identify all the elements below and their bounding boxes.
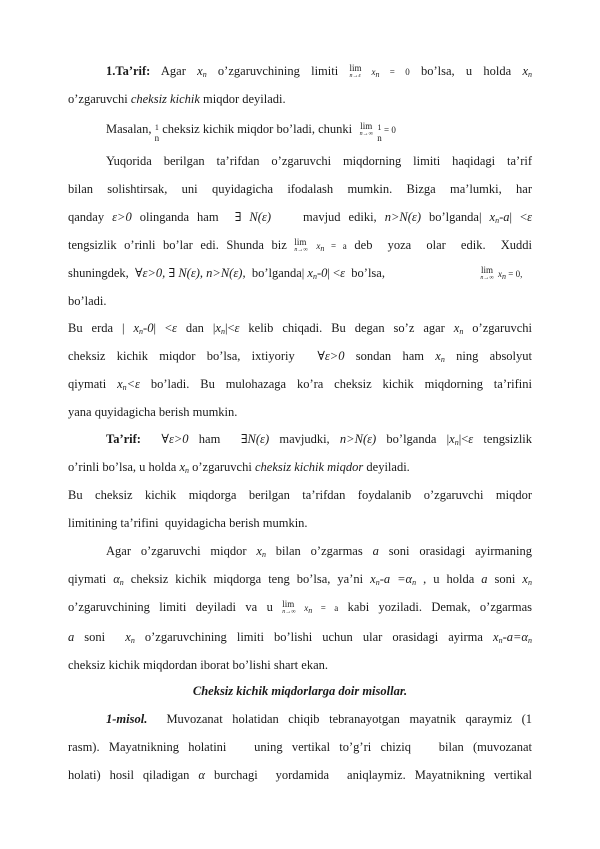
paragraph-line: cheksiz kichik miqdor bo’lsa, ixtiyoriy ∀ε>0 sondan ham $x_n$ ning absolyut [68, 349, 533, 364]
paragraph-line: cheksiz kichik miqdordan iborat bo’lishi shart ekan. [68, 658, 329, 672]
paragraph-line: yana quyidagicha berish mumkin. [68, 405, 238, 419]
limit-expression: lim n→∞ [294, 237, 308, 253]
paragraph-line: qanday ε>0 olinganda ham ∃ N(ε) mavjud ediki, n>N(ε) bo’lganda| $x_n-a| <\varepsilon$ [68, 210, 532, 225]
limit-expression: lim n→ε [349, 63, 362, 79]
fraction: 1 n [154, 123, 160, 143]
paragraph-line: limitining ta’rifini quyidagicha berish mumkin. [68, 516, 308, 530]
paragraph-line: o’zgaruvchi cheksiz kichik miqdor deyiladi. [68, 92, 286, 106]
paragraph-line: a soni $x_n$ o’zgaruvchining limiti bo’lishi uchun ular orasidagi ayirma $x_n-a=\alpha_n$ [68, 630, 532, 645]
paragraph-line: qiymati $x_n<\varepsilon$ bo’ladi. Bu mulohazaga ko’ra cheksiz kichik miqdorning ta’rifini [68, 377, 532, 392]
paragraph-line: bilan solishtirsak, uni quyidagicha ifodalash mumkin. Bizga ma’lumki, har [68, 182, 532, 196]
limit-expression: lim n→∞ [282, 599, 296, 615]
paragraph-line: Yuqorida berilgan ta’rifdan o’zgaruvchi miqdorning limiti haqidagi ta’rif [106, 154, 532, 168]
paragraph-line: rasm). Mayatnikning holatini uning vertikal to’g’ri chiziq bilan (muvozanat [68, 740, 532, 754]
paragraph-line: Masalan, 1 n cheksiz kichik miqdor bo’ladi, chunki lim n→∞ 1 n = 0 [106, 121, 396, 143]
paragraph-line: shuningdek, ∀ε>0, ∃ N(ε), n>N(ε), bo’lganda| $x_n-0| <\varepsilon$ bo’lsa, lim n→∞ $x_n = 0$, [68, 265, 523, 281]
section-heading: Cheksiz kichik miqdorlarga doir misollar. [192, 684, 408, 698]
paragraph-line: bo’ladi. [68, 294, 107, 308]
paragraph-line: Agar o’zgaruvchi miqdor $x_n$ bilan o’zgarmas a soni orasidagi ayirmaning [106, 544, 532, 559]
paragraph-line: tengsizlik o’rinli bo’lar edi. Shunda biz lim n→∞ $x_n = a$ deb yoza olar edik. Xuddi [68, 237, 532, 253]
limit-expression: lim n→∞ [480, 265, 494, 281]
paragraph-line: Bu cheksiz kichik miqdorga berilgan ta’rifdan foydalanib o’zgaruvchi miqdor [68, 488, 532, 502]
paragraph-line: Bu erda | $x_n-0| <\varepsilon$ dan $|x_n|<\varepsilon$ kelib chiqadi. Bu degan so’z agar $x_n$ o’zgaruvchi [68, 321, 532, 336]
paragraph-line: o’rinli bo’lsa, u holda $x_n$ o’zgaruvchi cheksiz kichik miqdor deyiladi. [68, 460, 410, 475]
paragraph-line: qiymati $\alpha_n$ cheksiz kichik miqdorga teng bo’lsa, ya’ni $x_n-a =\alpha_n$ , u holda a soni $x_n$ [68, 572, 532, 587]
paragraph-line: 1-misol. Muvozanat holatidan chiqib tebranayotgan mayatnik qaraymiz (1 [106, 712, 532, 726]
paragraph-line: 1.Ta’rif: Agar $x_n$ o’zgaruvchining limiti lim n→ε $x_n = 0$ bo’lsa, u holda $x_n$ [106, 63, 532, 79]
paragraph-line: Ta’rif: ∀ε>0 ham ∃N(ε) mavjudki, n>N(ε) bo’lganda $|x_n|<\varepsilon$ tengsizlik [106, 432, 533, 447]
paragraph-line: holati) hosil qiladigan α burchagi yordamida aniqlaymiz. Mayatnikning vertikal [68, 768, 532, 782]
limit-expression: lim n→∞ [359, 121, 373, 137]
paragraph-line: o’zgaruvchining limiti deyiladi va u lim n→∞ $x_n = a$ kabi yoziladi. Demak, o’zgarmas [68, 599, 532, 615]
